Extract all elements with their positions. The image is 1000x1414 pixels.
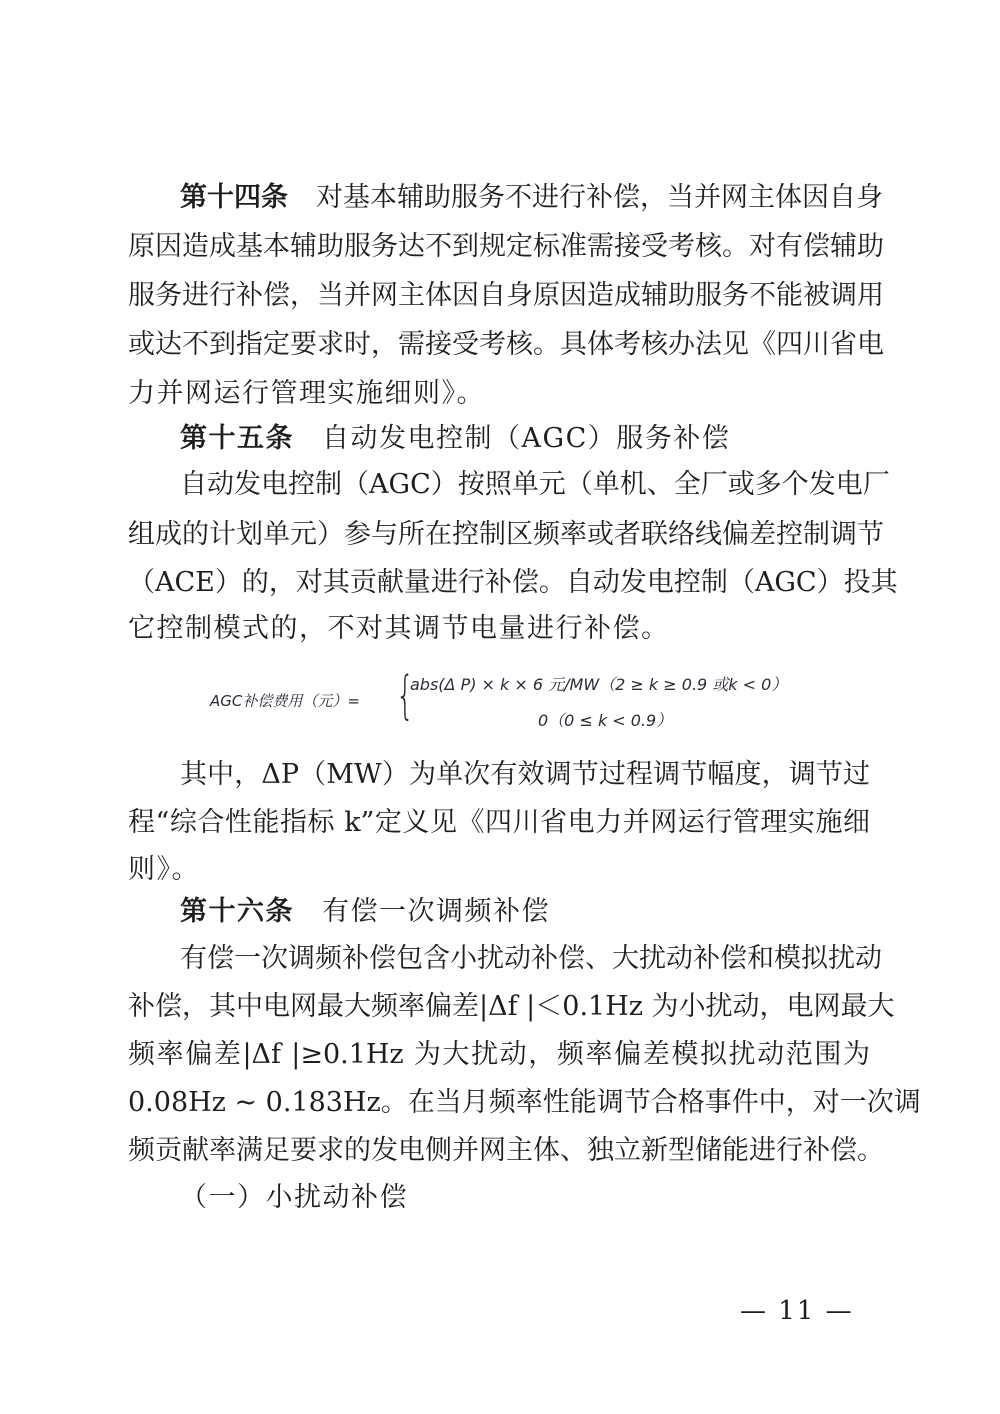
article14-line-1 [180, 181, 883, 215]
formula-lhs: AGC补偿费用（元）= [210, 692, 360, 710]
article14-line-2: 原因造成基本辅助服务达不到规定标准需接受考核。对有偿辅助 [128, 231, 884, 262]
formula-brace-icon: { [396, 666, 415, 726]
article15-line-2: 组成的计划单元）参与所在控制区频率或者联络线偏差控制调节 [128, 519, 884, 550]
page-number: — 11 — [740, 1296, 854, 1326]
article15-label: 第十五条 [180, 423, 294, 454]
article15-note-line-3: 则》。 [128, 854, 200, 885]
article14-line-4: 或达不到指定要求时，需接受考核。具体考核办法见《四川省电 [128, 329, 884, 360]
subsection-1-title: （一）小扰动补偿 [180, 1182, 408, 1213]
article15-note-line-1: 其中，ΔP（MW）为单次有效调节过程调节幅度，调节过 [180, 759, 870, 790]
article15-line-1: 自动发电控制（AGC）按照单元（单机、全厂或多个发电厂 [180, 469, 890, 500]
article14-line-3: 服务进行补偿，当并网主体因自身原因造成辅助服务不能被调用 [128, 280, 884, 311]
article15-line-4: 它控制模式的，不对其调节电量进行补偿。 [128, 613, 670, 644]
article16-line-4: 0.08Hz ~ 0.183Hz。在当月频率性能调节合格事件中，对一次调 [128, 1087, 921, 1118]
article16-line-5: 频贡献率满足要求的发电侧并网主体、独立新型储能进行补偿。 [128, 1135, 884, 1166]
article15-note-line-2: 程“综合性能指标 k”定义见《四川省电力并网运行管理实施细 [128, 807, 870, 838]
formula-case-1: abs(Δ P) × k × 6 元/MW（2 ≥ k ≥ 0.9 或k < 0） [410, 675, 788, 694]
article16-line-3: 频率偏差|Δf |≥0.1Hz 为大扰动，频率偏差模拟扰动范围为 [128, 1039, 870, 1070]
article15-line-3: （ACE）的，对其贡献量进行补偿。自动发电控制（AGC）投其 [128, 567, 898, 598]
formula-case-2: 0（0 ≤ k < 0.9） [538, 711, 673, 730]
article16-title: 有偿一次调频补偿 [322, 896, 550, 927]
article16-heading [180, 895, 550, 929]
article14-text-1: 对基本辅助服务不进行补偿，当并网主体因自身 [316, 182, 883, 213]
article16-label: 第十六条 [180, 896, 294, 927]
article15-title: 自动发电控制（AGC）服务补偿 [322, 423, 731, 454]
article15-heading [180, 422, 730, 456]
article14-label: 第十四条 [180, 182, 288, 213]
article16-line-1: 有偿一次调频补偿包含小扰动补偿、大扰动补偿和模拟扰动 [180, 943, 882, 974]
article14-line-5: 力并网运行管理实施细则》。 [128, 378, 485, 409]
agc-compensation-formula [210, 668, 830, 738]
article16-line-2: 补偿，其中电网最大频率偏差|Δf |＜0.1Hz 为小扰动，电网最大 [128, 991, 895, 1022]
